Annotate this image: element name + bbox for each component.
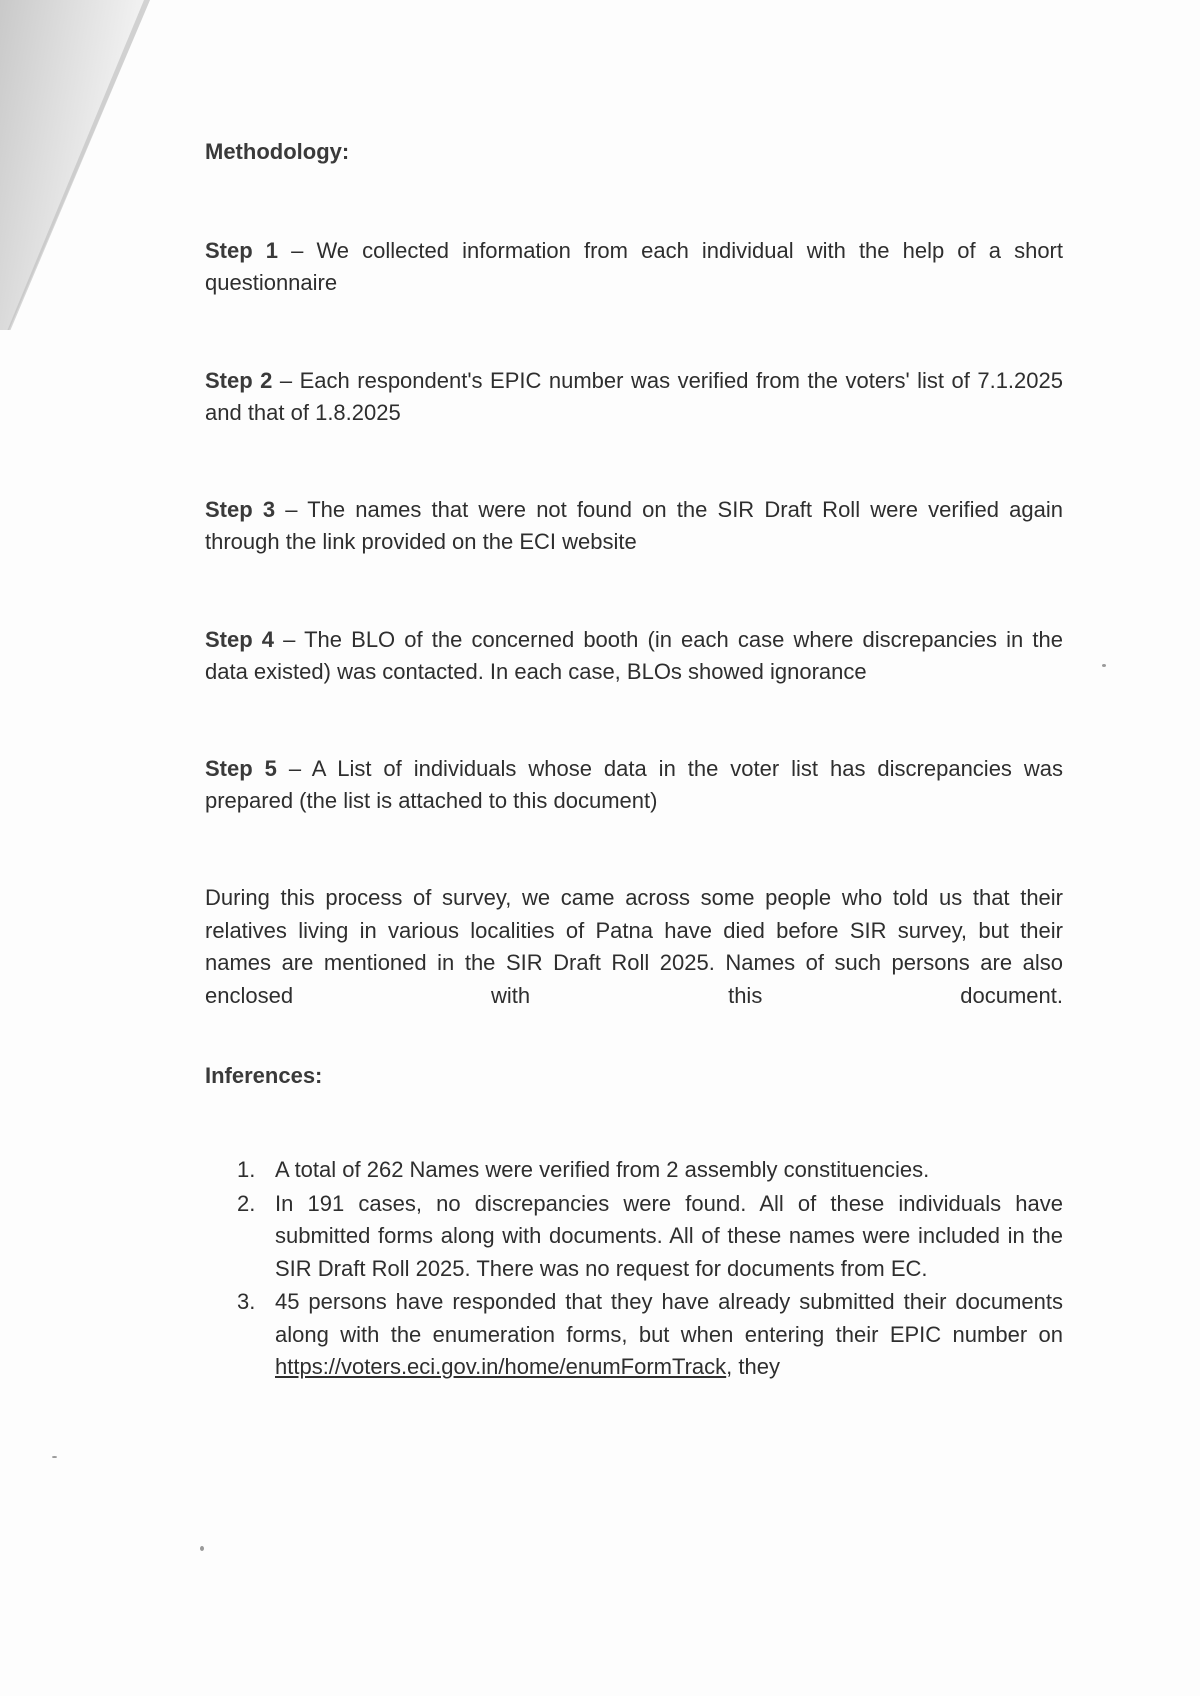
step-1 [205,235,1063,299]
scan-speck [52,1456,57,1458]
list-text-continued: , they [726,1354,780,1379]
list-text: In 191 cases, no discrepancies were found. All of these individuals have submitted forms along with documents. All of these names were included in the SIR Draft Roll 2025. There was no request for documents from EC. [275,1190,1063,1281]
step-label: Step 5 [205,756,277,781]
step-text: – Each respondent's EPIC number was verified from the voters' list of 7.1.2025 and that of 1.8.2025 [205,368,1063,425]
list-item [205,1286,1063,1384]
list-item [205,1154,1063,1187]
list-item [205,1188,1063,1286]
step-label: Step 4 [205,627,275,652]
list-number: 2. [237,1190,256,1216]
scan-speck [200,1546,204,1551]
inferences-list [205,1154,1063,1385]
step-4 [205,624,1063,688]
step-2 [205,365,1063,429]
step-text: – A List of individuals whose data in the voter list has discrepancies was prepared (the list is attached to this document) [205,756,1064,813]
scan-speck [1102,664,1106,667]
step-label: Step 1 [205,238,279,263]
step-5 [205,753,1063,817]
methodology-heading: Methodology: [205,139,350,164]
list-text: 45 persons have responded that they have already submitted their documents along with the enumeration forms, but when entering their EPIC number on [275,1289,1063,1347]
list-number: 3. [237,1289,256,1314]
list-text: A total of 262 Names were verified from 2 assembly constituencies. [275,1157,930,1182]
step-label: Step 3 [205,497,276,522]
step-text: – The BLO of the concerned booth (in each case where discrepancies in the data existed) was contacted. In each case, BLOs showed ignorance [205,627,1063,684]
step-text: – The names that were not found on the SIR Draft Roll were verified again through the link provided on the ECI website [205,497,1063,554]
step-3 [205,494,1063,558]
step-label: Step 2 [205,368,273,393]
enum-form-track-link[interactable]: https://voters.eci.gov.in/home/enumFormTrack [275,1354,727,1379]
survey-note: During this process of survey, we came across some people who told us that their relatives living in various localities of Patna have died before SIR survey, but their names are mentioned in the SIR Draft Roll 2025. Names of such persons are also enclosed with this document. [205,885,1063,1008]
list-number: 1. [237,1157,256,1182]
step-text: – We collected information from each individual with the help of a short questionnaire [205,238,1063,295]
inferences-heading: Inferences: [205,1063,323,1088]
